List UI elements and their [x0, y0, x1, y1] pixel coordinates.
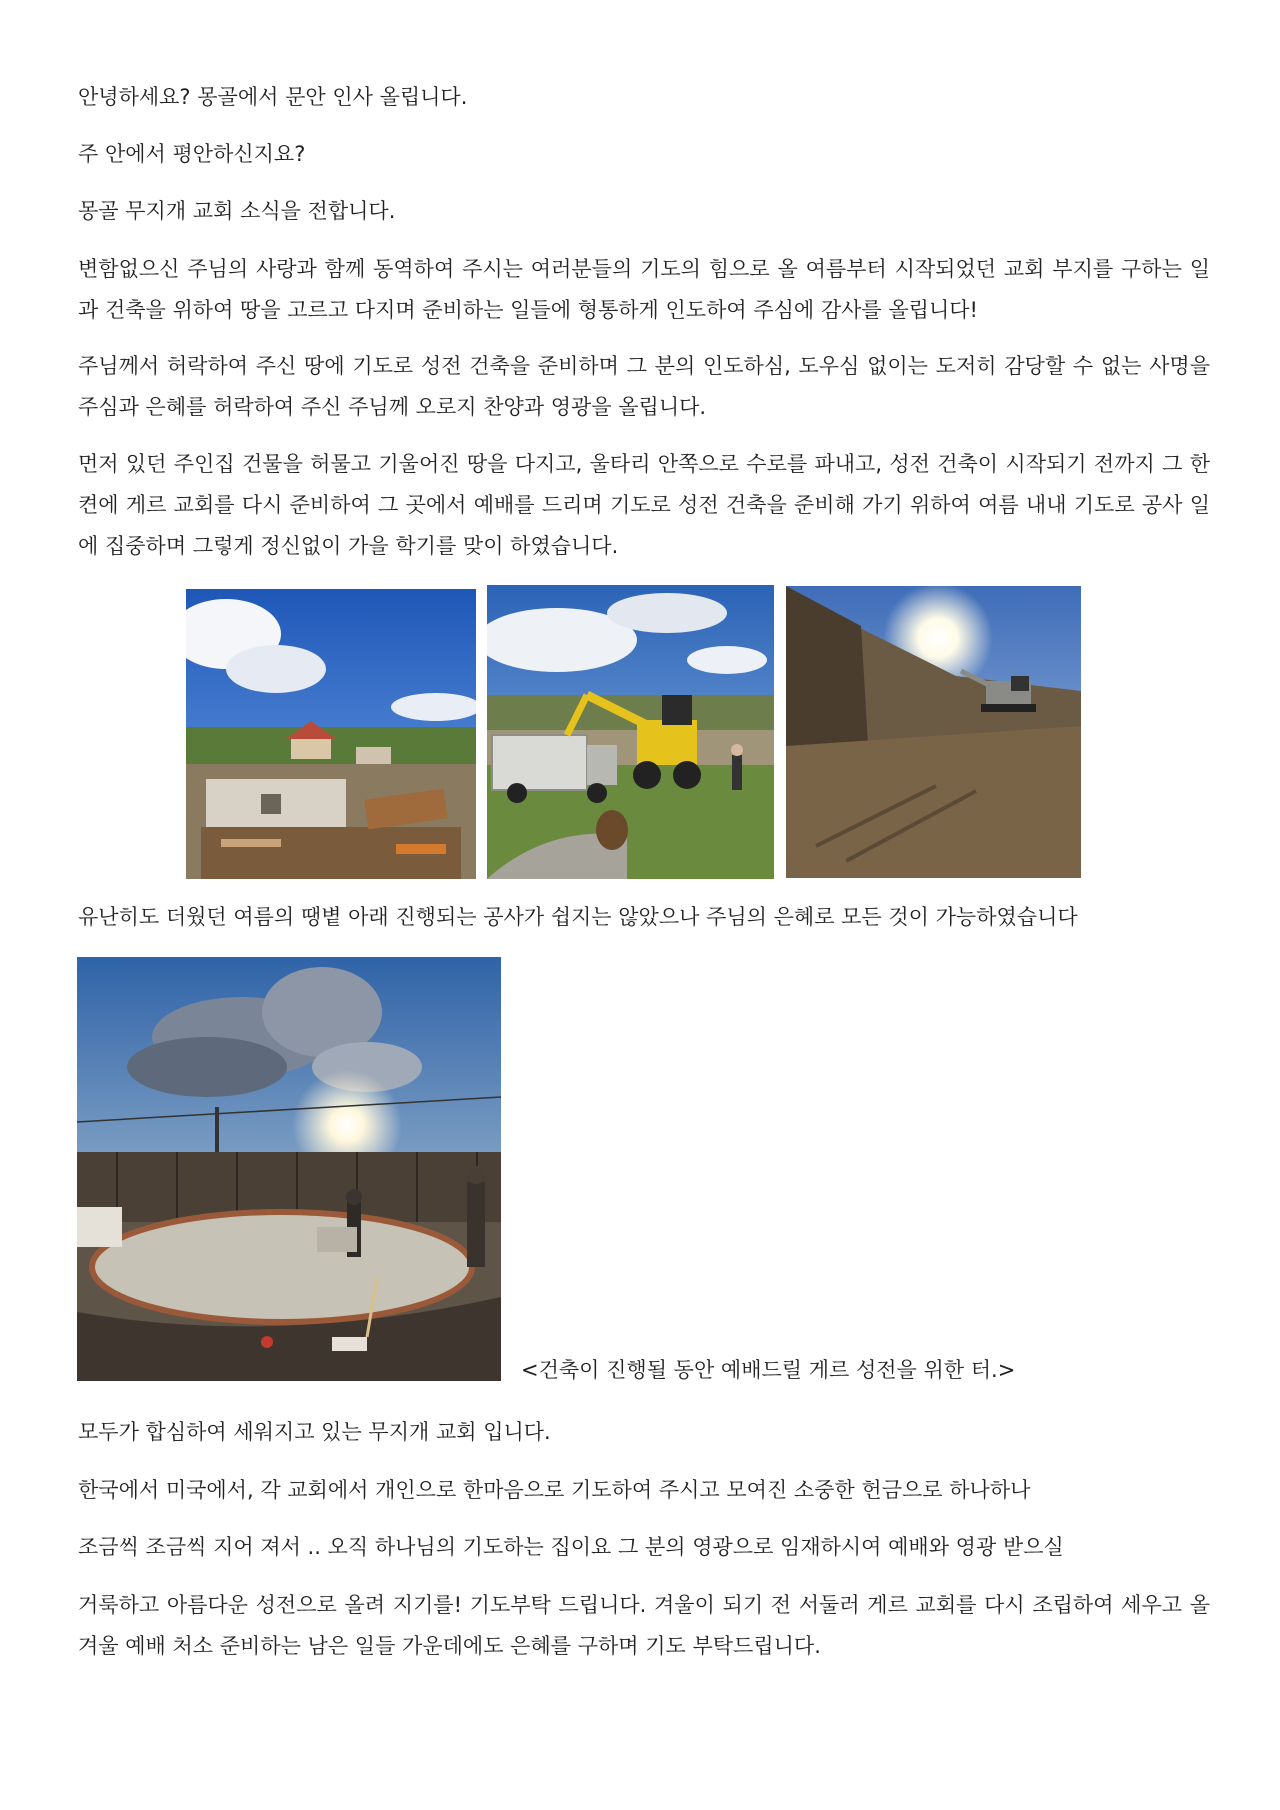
- ger-foundation-photo: [77, 957, 501, 1381]
- excavator-sun-photo: [786, 586, 1081, 878]
- greeting-paragraph: 안녕하세요? 몽골에서 문안 인사 올립니다.: [78, 85, 468, 109]
- prayer-request-paragraph: 거룩하고 아름다운 성전으로 올려 지기를! 기도부탁 드립니다. 겨울이 되기 전 서둘러 게르 교회를 다시 조립하여 세우고 올 겨울 예배 처소 준비하는 남은 일들 가운데에도 은혜를 구하며 기도 부탁드립니다.: [78, 1593, 1210, 1658]
- peace-paragraph: 주 안에서 평안하신지요?: [78, 142, 306, 166]
- ger-site-caption: <건축이 진행될 동안 예배드릴 게르 성전을 위한 터.>: [521, 1358, 1016, 1382]
- glory-paragraph: 주님께서 허락하여 주신 땅에 기도로 성전 건축을 준비하며 그 분의 인도하심, 도우심 없이는 도저히 감당할 수 없는 사명을 주심과 은혜를 허락하여 주신 주님께 오로지 찬양과 영광을 올립니다.: [78, 354, 1210, 419]
- news-intro-paragraph: 몽골 무지개 교회 소식을 전합니다.: [78, 199, 396, 223]
- offering-paragraph: 한국에서 미국에서, 각 교회에서 개인으로 한마음으로 기도하여 주시고 모여진 소중한 헌금으로 하나하나: [78, 1478, 1031, 1502]
- summer-paragraph: 유난히도 더웠던 여름의 땡볕 아래 진행되는 공사가 쉽지는 않았으나 주님의 은혜로 모든 것이 가능하였습니다: [78, 905, 1078, 929]
- demolition-photo: [186, 589, 476, 879]
- together-paragraph: 모두가 합심하여 세워지고 있는 무지개 교회 입니다.: [78, 1420, 551, 1444]
- little-paragraph: 조금씩 조금씩 지어 져서 .. 오직 하나님의 기도하는 집이요 그 분의 영광으로 임재하시여 예배와 영광 받으실: [78, 1535, 1064, 1559]
- work-paragraph: 먼저 있던 주인집 건물을 허물고 기울어진 땅을 다지고, 울타리 안쪽으로 수로를 파내고, 성전 건축이 시작되기 전까지 그 한 켠에 게르 교회를 다시 준비하여 그 곳에서 예배를 드리며 기도로 성전 건축을 준비해 가기 위하여 여름 내내 기도로 공사 일에 집중하며 그렇게 정신없이 가을 학기를 맞이 하였습니다.: [78, 452, 1210, 558]
- excavator-truck-photo: [487, 585, 774, 879]
- thanks-paragraph: 변함없으신 주님의 사랑과 함께 동역하여 주시는 여러분들의 기도의 힘으로 올 여름부터 시작되었던 교회 부지를 구하는 일과 건축을 위하여 땅을 고르고 다지며 준비하는 일들에 형통하게 인도하여 주심에 감사를 올립니다!: [78, 257, 1210, 322]
